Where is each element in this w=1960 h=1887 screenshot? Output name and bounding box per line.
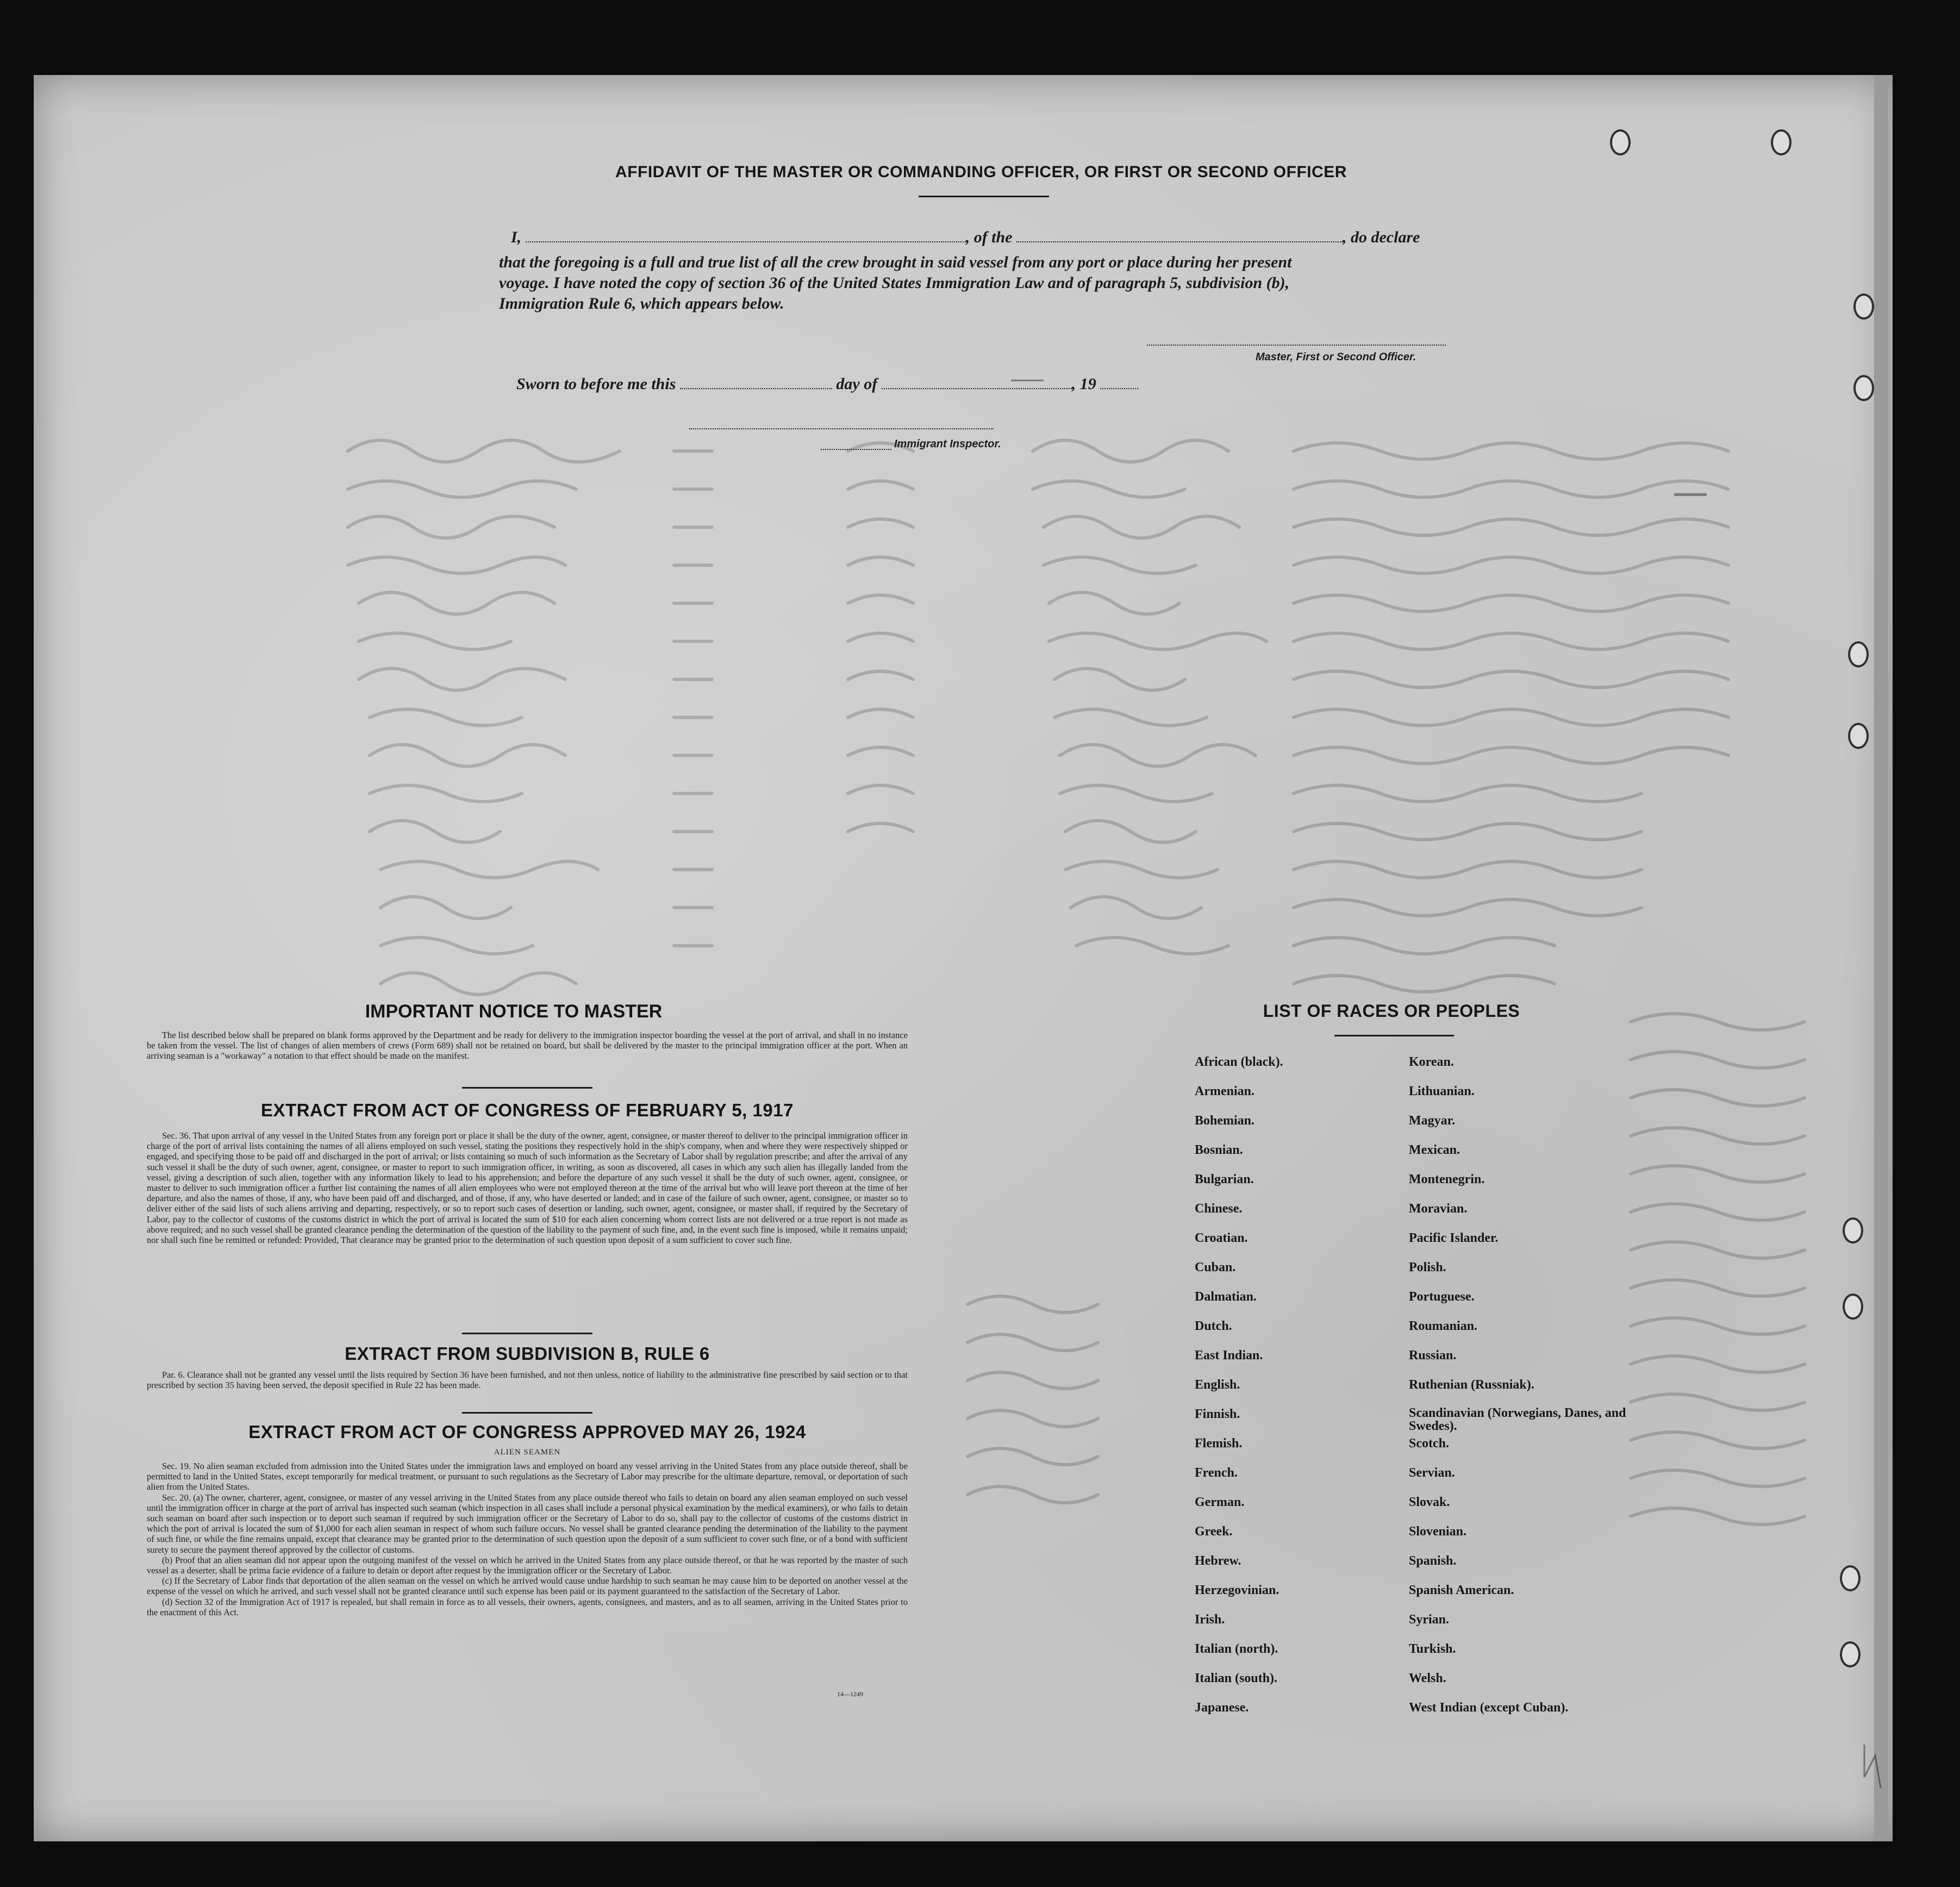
affidavit-i: I, xyxy=(511,228,522,246)
race-item: Korean. xyxy=(1409,1055,1454,1069)
race-item: Slovak. xyxy=(1409,1495,1450,1509)
sworn-day-of: day of xyxy=(836,375,878,393)
race-item: Armenian. xyxy=(1195,1084,1254,1098)
sworn-text: Sworn to before me this xyxy=(516,375,676,393)
race-item: Flemish. xyxy=(1195,1436,1243,1451)
race-item: Italian (south). xyxy=(1195,1671,1278,1685)
section-20c: (c) If the Secretary of Labor finds that deportation of the alien seaman on the vessel on which he arrived would cause undue hardship to such seaman he may cause him to be deported on another vessel at the expense of the vessel on which he arrived, and such vessel shall not be granted clearance until such expense has been paid or its payment guaranteed to the satisfaction of the Secretary of Labor. xyxy=(147,1576,908,1597)
race-item: Bosnian. xyxy=(1195,1143,1243,1157)
sworn-month-field[interactable] xyxy=(882,376,1072,389)
race-item: East Indian. xyxy=(1195,1348,1263,1363)
race-item: Spanish. xyxy=(1409,1554,1457,1568)
race-item: Russian. xyxy=(1409,1348,1457,1363)
races-title: LIST OF RACES OR PEOPLES xyxy=(1263,1001,1520,1021)
section-20b: (b) Proof that an alien seaman did not appear upon the outgoing manifest of the vessel on which he arrived in the United States from any place outside thereof, or that he was reported by the master of such vessel as a deserter, shall be prima facie evidence of a failure to detain or deport after request by the immigration officer or the Secretary of Labor. xyxy=(147,1554,908,1576)
punch-hole xyxy=(1771,129,1792,155)
notice-title: IMPORTANT NOTICE TO MASTER xyxy=(365,1001,663,1022)
extract-1924-body xyxy=(147,1461,908,1617)
race-item: Moravian. xyxy=(1409,1202,1468,1216)
sheet-edge xyxy=(1874,75,1888,1841)
race-item: Croatian. xyxy=(1195,1231,1248,1245)
form-number: 14—1249 xyxy=(837,1690,863,1698)
sworn-day-field[interactable] xyxy=(680,376,832,389)
race-item: Herzegovinian. xyxy=(1195,1583,1279,1597)
inspector-label: Immigrant Inspector. xyxy=(894,438,1001,450)
divider xyxy=(462,1333,592,1334)
race-item: Bohemian. xyxy=(1195,1114,1255,1128)
name-field[interactable] xyxy=(526,229,966,242)
race-item: Cuban. xyxy=(1195,1260,1236,1274)
race-item: Mexican. xyxy=(1409,1143,1460,1157)
race-item: German. xyxy=(1195,1495,1245,1509)
section-20a: Sec. 20. (a) The owner, charterer, agent, consignee, or master of any vessel arriving in the United States from any place outside thereof who fails to detain on board any alien seaman employed on such vessel until the immigration officer in charge at the port of arrival has inspected such seaman (which inspection in all cases shall include a personal physical examination by the medical examiners), or who fails to detain such seaman on board after such inspection or to deport such seaman if required by such immigration officer or the Secretary of Labor to do so, shall pay to the collector of customs of the customs district in which the port of arrival is located the sum of $1,000 for each alien seaman in respect of whom such failure occurs. No vessel shall be granted clearance pending the determination of the liability to the payment of such fine, or while the fine remains unpaid, except that clearance may be granted prior to the determination of such question upon the deposit of a sum sufficient to cover such fine, or of a bond with sufficient surety to secure the payment thereof approved by the collector of customs. xyxy=(147,1492,908,1555)
race-item: Servian. xyxy=(1409,1466,1455,1480)
race-item: Pacific Islander. xyxy=(1409,1231,1499,1245)
affidavit-declaration-line xyxy=(499,227,1488,248)
extract-1924-title: EXTRACT FROM ACT OF CONGRESS APPROVED MAY 26, 1924 xyxy=(248,1422,806,1442)
affidavit-body-line2: voyage. I have noted the copy of section 36 of the United States Immigration Law and of paragraph 5, subdivision (b), xyxy=(499,274,1290,292)
race-item: Lithuanian. xyxy=(1409,1084,1475,1098)
subdivision-b-title: EXTRACT FROM SUBDIVISION B, RULE 6 xyxy=(345,1344,710,1364)
section-19: Sec. 19. No alien seaman excluded from admission into the United States under the immigration laws and employed on board any vessel arriving in the United States from any place outside thereof, shall be permitted to land in the United States, except temporarily for medical treatment, or pursuant to such regulations as the Secretary of Labor may prescribe for the ultimate departure, removal, or deportation of such alien from the United States. xyxy=(147,1461,908,1492)
section-20d: (d) Section 32 of the Immigration Act of 1917 is repealed, but shall remain in force as to all vessels, their owners, agents, consignees, and masters, and as to all seamen, arriving in the United States prior to the enactment of this Act. xyxy=(147,1596,908,1617)
sworn-year-field[interactable] xyxy=(1100,376,1138,389)
notice-body xyxy=(147,1030,908,1061)
race-item: Welsh. xyxy=(1409,1671,1446,1685)
race-item: Italian (north). xyxy=(1195,1642,1278,1656)
race-item: Japanese. xyxy=(1195,1701,1249,1715)
race-item: English. xyxy=(1195,1378,1240,1392)
punch-hole xyxy=(1843,1294,1863,1320)
race-item: African (black). xyxy=(1195,1055,1283,1069)
divider xyxy=(462,1087,592,1089)
affidavit-body-line3: Immigration Rule 6, which appears below. xyxy=(499,295,784,313)
race-item: Ruthenian (Russniak). xyxy=(1409,1378,1534,1392)
races-left-column xyxy=(1195,1054,1412,1729)
race-item: Polish. xyxy=(1409,1260,1446,1274)
sworn-line xyxy=(516,374,1223,395)
sworn-year-prefix: , 19 xyxy=(1071,375,1096,393)
race-item: Turkish. xyxy=(1409,1642,1456,1656)
races-underline xyxy=(1334,1035,1454,1036)
punch-hole xyxy=(1610,129,1631,155)
affidavit-declare: , do declare xyxy=(1343,228,1420,246)
punch-hole xyxy=(1848,641,1869,667)
punch-hole xyxy=(1840,1565,1861,1591)
race-item: Scandinavian (Norwegians, Danes, and Swedes). xyxy=(1409,1406,1626,1433)
section-36-paragraph: Sec. 36. That upon arrival of any vessel in the United States from any foreign port or place it shall be the duty of the owner, agent, consignee, or master thereof to deliver to the principal immigration officer in charge of the port of arrival lists containing the names of all aliens employed on such vessel, stating the positions they respectively hold in the ship's company, when and where they were respectively shipped or engaged, and specifying those to be paid off and discharged in the port of arrival; or lists containing so much of such information as the Secretary of Labor shall by regulation prescribe; and after the arrival of any such vessel it shall be the duty of such owner, agent, consignee, or master to report to such immigration officer, in writing, as soon as discovered, all cases in which any such alien has illegally landed from the vessel, giving a description of such alien, together with any information likely to lead to his apprehension; and before the departure of any such vessel it shall be the duty of such owner, agent, consignee, or master to deliver to such immigration officer a further list containing the names of all alien employees who were not employed thereon at the time of the arrival but who will leave port thereon at the time of her departure, and also the names of those, if any, who have been paid off and discharged, and of those, if any, who have deserted or landed; and in case of the failure of such owner, agent, consignee, or master so to deliver either of the said lists of such aliens arriving and departing, respectively, or so to report such cases of desertion or landing, such owner, agent, consignee, or master shall, if required by the Secretary of Labor, pay to the collector of customs of the customs district in which the port of arrival is located the sum of $10 for each alien concerning whom correct lists are not delivered or a true report is not made as above required; and no such vessel shall be granted clearance pending the determination of the question of the liability to the payment of such fine, and, in the event such fine is imposed, while it remains unpaid; nor shall such fine be remitted or refunded: Provided, That clearance may be granted prior to the determination of such question upon deposit of a sum sufficient to cover such fine. xyxy=(147,1130,908,1246)
race-item: Dalmatian. xyxy=(1195,1290,1257,1304)
extract-1917-title: EXTRACT FROM ACT OF CONGRESS OF FEBRUARY 5, 1917 xyxy=(261,1100,794,1120)
extract-1917-body xyxy=(147,1130,908,1245)
punch-hole xyxy=(1840,1641,1861,1667)
race-item: Bulgarian. xyxy=(1195,1172,1254,1186)
paragraph-6: Par. 6. Clearance shall not be granted any vessel until the lists required by Section 36 have been furnished, and not then unless, notice of liability to the administrative fine prescribed by said section or to that prescribed by section 35 having been served, the deposit specified in Rule 22 has been made. xyxy=(147,1370,908,1391)
vessel-field[interactable] xyxy=(1016,229,1343,242)
race-item: Roumanian. xyxy=(1409,1319,1478,1333)
title-underline xyxy=(919,196,1049,197)
races-right-column xyxy=(1409,1054,1626,1729)
race-item: Irish. xyxy=(1195,1613,1225,1627)
race-item: Montenegrin. xyxy=(1409,1172,1485,1186)
race-item: Spanish American. xyxy=(1409,1583,1514,1597)
punch-hole xyxy=(1843,1217,1863,1244)
race-item: Dutch. xyxy=(1195,1319,1232,1333)
race-item: Magyar. xyxy=(1409,1114,1456,1128)
subdivision-b-body xyxy=(147,1370,908,1390)
race-item: Scotch. xyxy=(1409,1436,1449,1451)
inspector-signature-line[interactable] xyxy=(689,428,994,429)
affidavit-body xyxy=(499,252,1488,314)
notice-paragraph: The list described below shall be prepared on blank forms approved by the Department and be ready for delivery to the immigration inspector boarding the vessel at the port of arrival, and shall in no instance be taken from the vessel. The list of changes of alien members of crews (Form 689) shall not be retained on board, but shall be delivered by the master to the principal immigration officer at the port. When an arriving seaman is a "workaway" a notation to that effect should be made on the manifest. xyxy=(147,1030,908,1061)
master-signature-label: Master, First or Second Officer. xyxy=(1256,351,1416,363)
race-item: Slovenian. xyxy=(1409,1524,1467,1539)
race-item: Hebrew. xyxy=(1195,1554,1241,1568)
race-item: Portuguese. xyxy=(1409,1290,1475,1304)
divider xyxy=(462,1412,592,1414)
punch-hole xyxy=(1853,375,1874,401)
affidavit-title: AFFIDAVIT OF THE MASTER OR COMMANDING OFFICER, OR FIRST OR SECOND OFFICER xyxy=(615,163,1347,181)
race-item: Chinese. xyxy=(1195,1202,1243,1216)
inspector-signature-line-2[interactable] xyxy=(821,449,891,450)
race-item: Syrian. xyxy=(1409,1613,1450,1627)
race-item: French. xyxy=(1195,1466,1238,1480)
race-item: Greek. xyxy=(1195,1524,1233,1539)
alien-seamen-subtitle: ALIEN SEAMEN xyxy=(494,1448,561,1457)
master-signature-line[interactable] xyxy=(1147,345,1446,346)
punch-hole xyxy=(1848,723,1869,749)
race-item: Finnish. xyxy=(1195,1407,1240,1421)
race-item: West Indian (except Cuban). xyxy=(1409,1701,1569,1715)
affidavit-body-line1: that the foregoing is a full and true list of all the crew brought in said vessel from any port or place during her present xyxy=(499,253,1292,271)
punch-hole xyxy=(1853,293,1874,320)
affidavit-of-the: , of the xyxy=(965,228,1013,246)
